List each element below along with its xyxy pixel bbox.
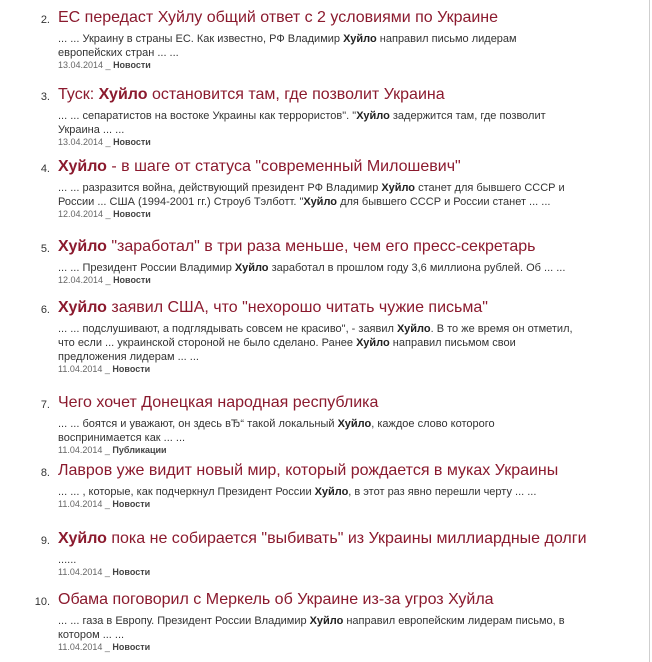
result-title-link[interactable]: Обама поговорил с Меркель об Украине из-за угроз Хуйла — [58, 591, 494, 608]
highlight-term: Хуйло — [303, 196, 338, 208]
result-snippet-line: ... ... , которые, как подчеркнул Президент России Хуйло, в этот раз явно перешли черту ... ... — [58, 486, 537, 498]
result-title-link[interactable]: Хуйло - в шаге от статуса "современный Милошевич" — [58, 158, 461, 175]
result-date: 11.04.2014 — [58, 499, 103, 509]
result-number: 8. — [40, 467, 50, 479]
result-snippet-line: ... ... газа в Европу. Президент России Владимир Хуйло направил европейским лидерам письмо, в — [58, 615, 565, 627]
result-title-link[interactable]: Хуйло "заработал" в три раза меньше, чем его пресс-секретарь — [58, 238, 536, 255]
result-snippet-line: ... ... разразится война, действующий президент РФ Владимир Хуйло станет для бывшего СССР и — [58, 182, 565, 194]
result-meta: 11.04.2014 _ Публикации — [58, 445, 167, 455]
result-title-link[interactable]: ЕС передаст Хуйлу общий ответ с 2 условиями по Украине — [58, 9, 499, 26]
result-category-link[interactable]: Новости — [112, 567, 151, 577]
result-snippet-line: ...... — [58, 554, 77, 566]
page-right-border — [649, 0, 650, 662]
highlight-term: Хуйло — [58, 238, 107, 255]
result-title-link[interactable]: Хуйло заявил США, что "нехорошо читать чужие письма" — [58, 299, 488, 316]
highlight-term: Хуйло — [396, 323, 431, 335]
highlight-term: Хуйло — [98, 86, 148, 103]
result-date: 11.04.2014 — [58, 567, 103, 577]
highlight-term: Хуйло — [343, 33, 377, 45]
result-number: 9. — [40, 535, 50, 547]
result-category-link[interactable]: Новости — [113, 137, 151, 147]
highlight-term: Хуйло — [234, 262, 269, 274]
result-title-link[interactable]: Хуйло пока не собирается "выбивать" из Украины миллиардные долги — [58, 530, 587, 547]
result-snippet-line: котором ... ... — [58, 629, 125, 641]
result-meta: 13.04.2014 _ Новости — [58, 60, 151, 70]
result-number: 3. — [40, 91, 50, 103]
result-meta: 11.04.2014 _ Новости — [58, 499, 151, 509]
result-category-link[interactable]: Новости — [112, 499, 151, 509]
result-meta: 12.04.2014 _ Новости — [58, 275, 151, 285]
result-category-link[interactable]: Новости — [113, 60, 151, 70]
result-snippet-line: предложения лидерам ... ... — [58, 351, 199, 363]
highlight-term: Хуйло — [58, 530, 107, 547]
result-snippet-line: воспринимается как ... ... — [58, 432, 186, 444]
result-snippet-line: ... ... Президент России Владимир Хуйло заработал в прошлом году 3,6 миллиона рублей. Об ... ... — [58, 262, 566, 274]
highlight-term: Хуйло — [337, 418, 372, 430]
result-title-link[interactable]: Чего хочет Донецкая народная республика — [58, 394, 379, 411]
result-category-link[interactable]: Публикации — [112, 445, 167, 455]
highlight-term: Хуйло — [58, 299, 107, 316]
result-snippet-line: ... ... сепаратистов на востоке Украины как террористов". "Хуйло задержится там, где позволит — [58, 110, 546, 122]
result-number: 2. — [40, 14, 50, 26]
result-date: 11.04.2014 — [58, 642, 103, 652]
result-meta: 11.04.2014 _ Новости — [58, 642, 151, 652]
result-number: 10. — [34, 596, 50, 608]
result-date: 13.04.2014 — [58, 60, 104, 70]
highlight-term: Хуйло — [356, 337, 390, 349]
result-meta: 11.04.2014 _ Новости — [58, 567, 151, 577]
result-snippet-line: европейских стран ... ... — [58, 47, 179, 59]
result-number: 6. — [40, 304, 50, 316]
result-snippet-line: России ... США (1994-2001 гг.) Строуб Тэлботт. "Хуйло для бывшего СССР и России станет ... ... — [58, 196, 551, 208]
highlight-term: Хуйло — [58, 158, 107, 175]
highlight-term: Хуйло — [309, 615, 344, 627]
result-snippet-line: Украина ... ... — [58, 124, 125, 136]
result-date: 12.04.2014 — [58, 275, 104, 285]
result-meta: 12.04.2014 _ Новости — [58, 209, 151, 219]
result-date: 11.04.2014 — [58, 364, 103, 374]
result-date: 12.04.2014 — [58, 209, 104, 219]
result-category-link[interactable]: Новости — [112, 364, 151, 374]
highlight-term: Хуйло — [314, 486, 349, 498]
result-meta: 11.04.2014 _ Новости — [58, 364, 151, 374]
result-date: 11.04.2014 — [58, 445, 103, 455]
highlight-term: Хуйло — [356, 110, 390, 122]
result-meta: 13.04.2014 _ Новости — [58, 137, 151, 147]
result-number: 5. — [40, 243, 50, 255]
result-category-link[interactable]: Новости — [112, 642, 151, 652]
result-category-link[interactable]: Новости — [113, 209, 151, 219]
result-snippet-line: ... ... подслушивают, а подглядывать совсем не красиво", - заявил Хуйло. В то же время он отметил, — [58, 323, 573, 335]
result-snippet-line: ... ... боятся и уважают, он здесь вЂ“ такой локальный Хуйло, каждое слово которого — [58, 418, 495, 430]
result-number: 4. — [40, 163, 50, 175]
result-category-link[interactable]: Новости — [113, 275, 151, 285]
result-number: 7. — [40, 399, 50, 411]
result-snippet-line: что если ... украинской стороной не было сделано. Ранее Хуйло направил письмом свои — [58, 337, 516, 349]
result-snippet-line: ... ... Украину в страны ЕС. Как известно, РФ Владимир Хуйло направил письмо лидерам — [58, 33, 517, 45]
result-title-link[interactable]: Лавров уже видит новый мир, который рождается в муках Украины — [58, 462, 559, 479]
result-title-link[interactable]: Туск: Хуйло остановится там, где позволит Украина — [58, 86, 445, 103]
result-date: 13.04.2014 — [58, 137, 104, 147]
highlight-term: Хуйло — [381, 182, 416, 194]
